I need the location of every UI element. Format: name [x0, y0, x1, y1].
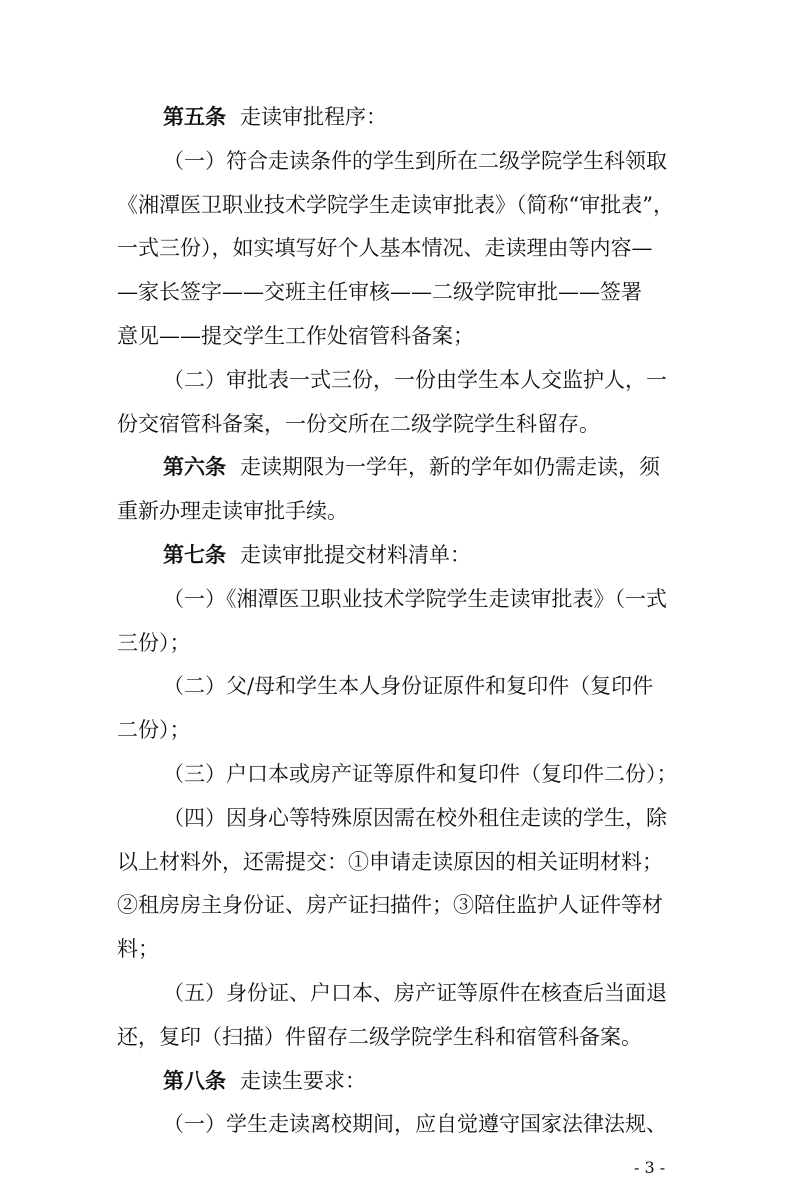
- article-7-item-2-line-1: （二）父/母和学生本人身份证原件和复印件（复印件: [163, 674, 654, 698]
- page-number: - 3 -: [634, 1158, 666, 1177]
- article-7-item-2-line-2: 二份）；: [117, 718, 191, 742]
- article-7-item-1-line-1: （一）《湘潭医卫职业技术学院学生走读审批表》（一式: [163, 587, 667, 611]
- article-7-heading: 第七条: [163, 542, 226, 567]
- article-5-heading-line: [163, 103, 387, 131]
- article-7-heading-line: [163, 541, 471, 569]
- article-7-item-5-line-2: 还，复印（扫描）件留存二级学院学生科和宿管科备案。: [117, 1025, 642, 1049]
- article-6-text-1: 走读期限为一学年，新的学年如仍需走读，须: [240, 455, 660, 479]
- article-5-p1-line-5: 意见——提交学生工作处宿管科备案；: [117, 324, 474, 348]
- article-5-p1-line-4: —家长签字——交班主任审核——二级学院审批——签署: [117, 280, 642, 304]
- article-8-heading-line: [163, 1067, 366, 1095]
- article-8-line-1: （一）学生走读离校期间，应自觉遵守国家法律法规、: [163, 1112, 667, 1136]
- article-5-title: 走读审批程序：: [240, 105, 387, 129]
- article-8-title: 走读生要求：: [240, 1069, 366, 1093]
- article-8-heading: 第八条: [163, 1068, 226, 1093]
- article-5-p1-line-1: （一）符合走读条件的学生到所在二级学院学生科领取: [163, 149, 667, 173]
- article-7-item-5-line-1: （五）身份证、户口本、房产证等原件在核查后当面退: [163, 981, 667, 1005]
- article-7-title: 走读审批提交材料清单：: [240, 543, 471, 567]
- article-5-p1-line-2: 《湘潭医卫职业技术学院学生走读审批表》（简称“审批表”，: [117, 193, 674, 217]
- article-7-item-4-line-2: 以上材料外，还需提交：①申请走读原因的相关证明材料；: [117, 850, 663, 874]
- article-7-item-3-line-1: （三）户口本或房产证等原件和复印件（复印件二份）；: [163, 762, 678, 786]
- article-5-p2-line-2: 份交宿管科备案，一份交所在二级学院学生科留存。: [117, 412, 600, 436]
- article-6-line-1: [163, 453, 660, 481]
- article-5-p1-line-3: 一式三份），如实填写好个人基本情况、走读理由等内容—: [117, 236, 653, 260]
- article-7-item-1-line-2: 三份）；: [117, 631, 191, 655]
- article-5-p2-line-1: （二）审批表一式三份，一份由学生本人交监护人，一: [163, 368, 667, 392]
- article-7-item-4-line-3: ②租房房主身份证、房产证扫描件；③陪住监护人证件等材: [117, 893, 663, 917]
- article-7-item-4-line-1: （四）因身心等特殊原因需在校外租住走读的学生，除: [163, 806, 667, 830]
- article-7-item-4-line-4: 料；: [117, 937, 159, 961]
- article-5-heading: 第五条: [163, 104, 226, 129]
- article-6-line-2: 重新办理走读审批手续。: [117, 499, 348, 523]
- article-6-heading: 第六条: [163, 454, 226, 479]
